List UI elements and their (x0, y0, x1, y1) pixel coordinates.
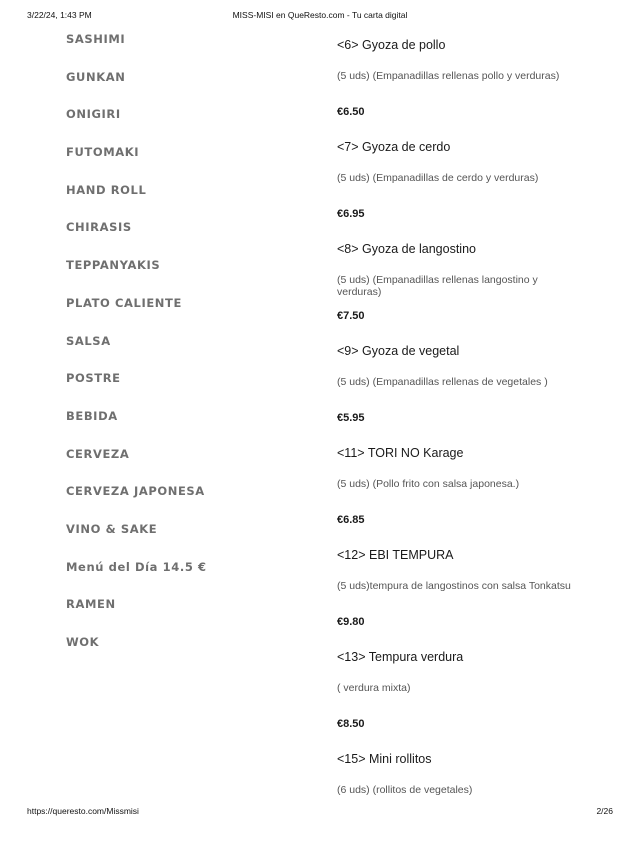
item-description: (5 uds) (Empanadillas rellenas langostino y verduras) (337, 274, 538, 298)
category-item[interactable]: SASHIMI (66, 32, 126, 46)
category-item[interactable]: CERVEZA JAPONESA (66, 484, 205, 499)
category-item[interactable]: Menú del Día 14.5 € (66, 559, 207, 574)
menu-item[interactable] (337, 444, 587, 546)
category-item[interactable]: WOK (66, 635, 100, 649)
category-item[interactable]: CHIRASIS (66, 220, 132, 235)
item-description: (6 uds) (rollitos de vegetales) (337, 784, 473, 796)
item-name: <9> Gyoza de vegetal (337, 344, 460, 358)
item-price: €6.50 (337, 106, 365, 118)
item-price: €5.95 (337, 412, 365, 424)
item-price: €9.80 (337, 616, 365, 628)
menu-item[interactable] (337, 750, 587, 852)
item-description: (5 uds) (Empanadillas rellenas de vegetales ) (337, 376, 548, 388)
print-timestamp: 3/22/24, 1:43 PM (27, 10, 92, 20)
item-description: (5 uds) (Pollo frito con salsa japonesa.) (337, 478, 520, 490)
item-name: <6> Gyoza de pollo (337, 38, 446, 52)
menu-item[interactable] (337, 648, 587, 750)
category-item[interactable]: FUTOMAKI (66, 145, 140, 160)
item-price: €8.50 (337, 718, 365, 730)
page-number: 2/26 (596, 806, 613, 816)
menu-item[interactable] (337, 546, 587, 648)
item-description: (5 uds) (Empanadillas rellenas pollo y verduras) (337, 70, 560, 82)
item-price: €6.95 (337, 208, 365, 220)
menu-item[interactable] (337, 240, 587, 342)
category-item[interactable]: TEPPANYAKIS (66, 258, 161, 273)
category-item[interactable]: ONIGIRI (66, 107, 121, 122)
category-item[interactable]: BEBIDA (66, 408, 118, 423)
page-url: https://queresto.com/Missmisi (27, 806, 139, 816)
item-description: (5 uds)tempura de langostinos con salsa Tonkatsu (337, 580, 571, 592)
item-description: ( verdura mixta) (337, 682, 411, 694)
category-item[interactable]: HAND ROLL (66, 182, 147, 197)
item-price: €6.85 (337, 514, 365, 526)
item-name: <11> TORI NO Karage (337, 446, 464, 460)
item-name: <7> Gyoza de cerdo (337, 140, 451, 154)
category-menu (66, 32, 306, 673)
menu-item[interactable] (337, 342, 587, 444)
menu-item[interactable] (337, 36, 587, 138)
item-description: (5 uds) (Empanadillas de cerdo y verduras) (337, 172, 539, 184)
item-name: <8> Gyoza de langostino (337, 242, 476, 256)
menu-item[interactable] (337, 138, 587, 240)
category-item[interactable]: CERVEZA (66, 446, 130, 461)
menu-items-list (337, 36, 587, 852)
category-item[interactable]: PLATO CALIENTE (66, 295, 182, 310)
category-item[interactable]: POSTRE (66, 371, 121, 386)
item-name: <15> Mini rollitos (337, 752, 432, 766)
item-name: <12> EBI TEMPURA (337, 548, 454, 562)
category-item[interactable]: RAMEN (66, 597, 116, 612)
page-title: MISS-MISI en QueResto.com - Tu carta digital (232, 10, 408, 20)
category-item[interactable]: GUNKAN (66, 69, 126, 84)
category-item[interactable]: SALSA (66, 333, 111, 348)
item-name: <13> Tempura verdura (337, 650, 464, 664)
category-item[interactable]: VINO & SAKE (66, 521, 158, 536)
item-price: €7.50 (337, 310, 365, 322)
